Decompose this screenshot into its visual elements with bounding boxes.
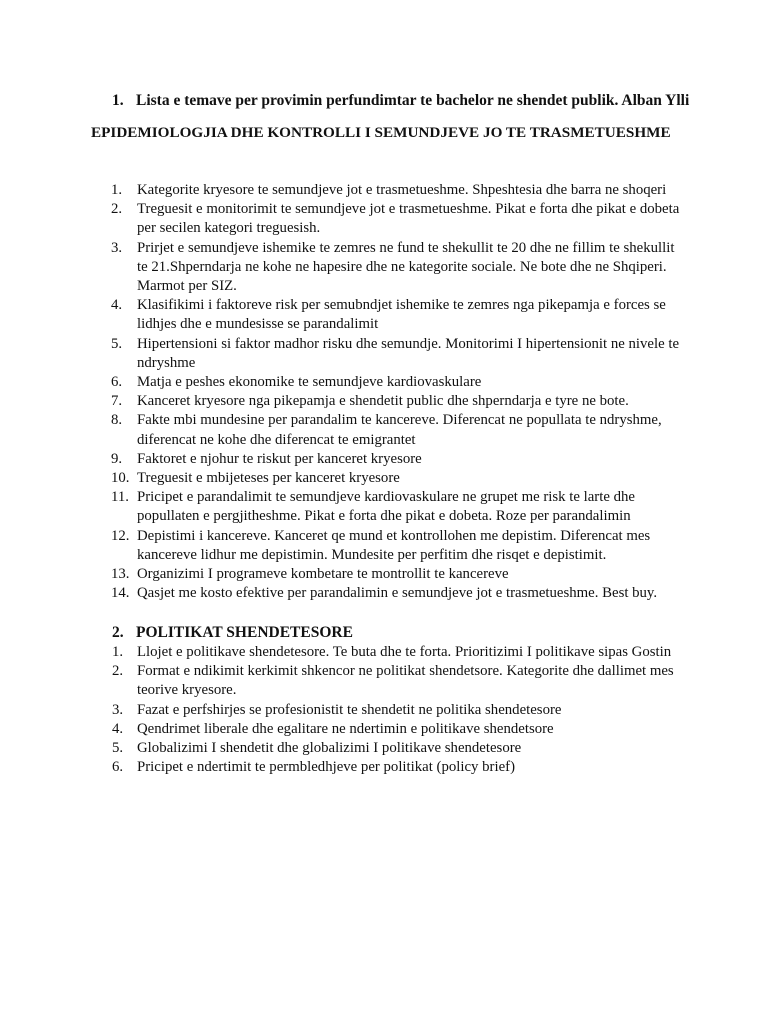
section-2-title: POLITIKAT SHENDETESORE: [136, 624, 353, 641]
item-text: Qendrimet liberale dhe egalitare ne ndertimin e politikave shendetsore: [137, 720, 554, 737]
item-number: 13.: [111, 566, 130, 583]
item-number: 3.: [111, 239, 123, 256]
section-2-heading: [112, 624, 353, 642]
item-text: Qasjet me kosto efektive per parandalimin e semundjeve jot e trasmetueshme. Best buy.: [137, 585, 658, 602]
list-item: [112, 392, 682, 411]
item-number: 8.: [111, 412, 123, 429]
item-number: 2.: [112, 663, 124, 680]
item-number: 6.: [112, 759, 124, 776]
item-number: 12.: [111, 527, 130, 544]
item-text: Format e ndikimit kerkimit shkencor ne politikat shendetsore. Kategorite dhe dallimet mes teorive kryesore.: [137, 663, 674, 699]
list-item: [112, 469, 682, 488]
item-text: Organizimi I programeve kombetare te montrollit te kancereve: [137, 566, 509, 583]
item-text: Treguesit e monitorimit te semundjeve jot e trasmetueshme. Pikat e forta dhe pikat e dobeta per secilen kategori treguesish.: [137, 201, 680, 237]
item-text: Kanceret kryesore nga pikepamja e shendetit public dhe shperndarja e tyre ne bote.: [137, 393, 629, 410]
item-text: Matja e peshes ekonomike te semundjeve kardiovaskulare: [137, 374, 482, 391]
list-item: [112, 565, 682, 584]
list-item: [112, 296, 682, 334]
item-text: Fakte mbi mundesine per parandalim te kancereve. Diferencat ne popullata te ndryshme, diferencat ne kohe dhe diferencat te emigrantet: [137, 412, 662, 448]
list-item: [112, 739, 682, 758]
item-number: 1.: [112, 644, 124, 660]
list-item: [112, 200, 682, 238]
list-item: [112, 488, 682, 526]
title-text: Lista e temave per provimin perfundimtar te bachelor ne shendet publik. Alban Ylli: [136, 92, 690, 109]
list-item: [112, 584, 682, 603]
item-text: Fazat e perfshirjes se profesionistit te shendetit ne politika shendetesore: [137, 701, 562, 718]
list-item: [112, 411, 682, 449]
list-item: [112, 527, 682, 565]
item-text: Pricipet e ndertimit te permbledhjeve per politikat (policy brief): [137, 759, 516, 776]
list-item: [112, 758, 682, 777]
list-item: [112, 239, 682, 297]
item-number: 11.: [111, 489, 129, 506]
item-number: 4.: [112, 720, 124, 737]
item-text: Prirjet e semundjeve ishemike te zemres ne fund te shekullit te 20 dhe ne fillim te shekullit te 21.Shperndarja ne kohe ne hapesire dhe ne kategorite sociale. Ne bote dhe ne Shqiperi. Marmot per SIZ.: [137, 239, 675, 295]
list-item: [112, 373, 682, 392]
item-text: Depistimi i kancereve. Kanceret qe mund et kontrollohen me depistim. Diferencat mes kancereve lidhur me depistimin. Mundesite per perfitim dhe risqet e depistimit.: [137, 527, 651, 563]
section-1-list: [112, 181, 682, 603]
item-number: 1.: [111, 182, 123, 198]
item-number: 9.: [111, 450, 123, 467]
item-number: 6.: [111, 374, 123, 391]
item-number: 10.: [111, 470, 130, 487]
item-number: 4.: [111, 297, 123, 314]
item-number: 5.: [112, 740, 124, 757]
list-item: [112, 720, 682, 739]
list-item: [112, 643, 682, 662]
item-text: Llojet e politikave shendetesore. Te buta dhe te forta. Prioritizimi I politikave sipas Gostin: [137, 644, 672, 660]
item-text: Globalizimi I shendetit dhe globalizimi I politikave shendetesore: [137, 740, 522, 757]
document-title: [112, 92, 689, 110]
item-number: 2.: [111, 201, 123, 218]
item-number: 3.: [112, 701, 124, 718]
section-2-list: [112, 643, 682, 777]
section-1-heading: EPIDEMIOLOGJIA DHE KONTROLLI I SEMUNDJEVE JO TE TRASMETUESHME: [91, 124, 671, 141]
list-item: [112, 662, 682, 700]
item-number: 5.: [111, 335, 123, 352]
item-text: Treguesit e mbijeteses per kanceret kryesore: [137, 470, 400, 487]
list-item: [112, 701, 682, 720]
item-text: Faktoret e njohur te riskut per kanceret kryesore: [137, 450, 422, 467]
section-2-number: 2.: [112, 624, 124, 641]
item-text: Klasifikimi i faktoreve risk per semubndjet ishemike te zemres nga pikepamja e forces se lidhjes dhe e mundesisse se parandalimit: [137, 297, 666, 333]
item-text: Hipertensioni si faktor madhor risku dhe semundje. Monitorimi I hipertensionit ne nivele te ndryshme: [137, 335, 680, 371]
title-number: 1.: [112, 92, 124, 109]
list-item: [112, 450, 682, 469]
item-number: 14.: [111, 585, 130, 602]
list-item: [112, 181, 682, 200]
list-item: [112, 335, 682, 373]
item-number: 7.: [111, 393, 123, 410]
item-text: Kategorite kryesore te semundjeve jot e trasmetueshme. Shpeshtesia dhe barra ne shoqeri: [137, 182, 667, 198]
item-text: Pricipet e parandalimit te semundjeve kardiovaskulare ne grupet me risk te larte dhe popullaten e pergjitheshme. Pikat e forta dhe pikat e dobeta. Roze per parandalimin: [137, 489, 635, 525]
